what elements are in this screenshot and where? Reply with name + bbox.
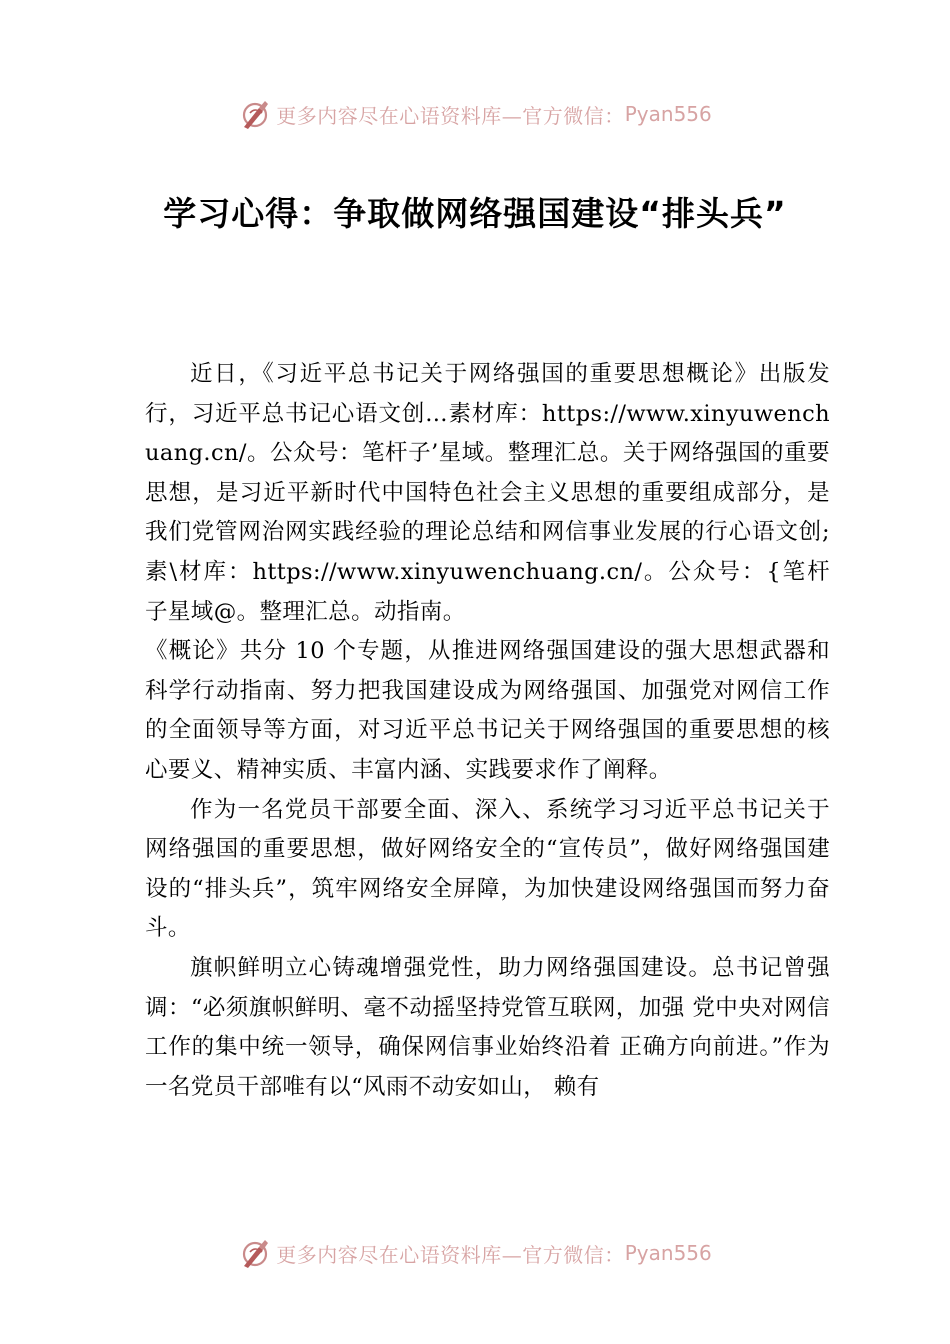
document-title: 学习心得：争取做网络强国建设“排头兵”: [163, 194, 787, 233]
footer-wechat-id: Pyan556: [624, 1241, 712, 1265]
header-banner-text: 更多内容尽在心语资料库—官方微信：: [276, 103, 625, 128]
footer-banner-text: 更多内容尽在心语资料库—官方微信：: [276, 1242, 625, 1267]
paragraph-duty: 作为一名党员干部要全面、深入、系统学习习近平总书记关于网络强国的重要思想，做好网络安全的“宣传员”，做好网络强国建设的“排头兵”，筑牢网络安全屏障，为加快建设网络强国而努力奋斗。: [145, 796, 830, 942]
header-banner: [0, 92, 950, 136]
paragraph-overview: 《概论》共分 10 个专题，从推进网络强国建设的强大思想武器和科学行动指南、努力把我国建设成为网络强国、加强党对网信工作的全面领导等方面，对习近平总书记关于网络强国的重要思想的核心要义、精神实质、丰富内涵、实践要求作了阐释。: [145, 638, 830, 783]
pen-logo-icon: [238, 97, 272, 131]
pen-logo-icon: [238, 1236, 272, 1270]
paragraph-flag: 旗帜鲜明立心铸魂增强党性，助力网络强国建设。总书记曾强调：“必须旗帜鲜明、毫不动摇坚持党管互联网，加强 党中央对网信工作的集中统一领导，确保网信事业始终沿着 正确方向前进。”作为一名党员干部唯有以“风雨不动安如山， 赖有: [145, 954, 830, 1100]
footer-banner: [0, 1231, 950, 1275]
header-wechat-id: Pyan556: [624, 102, 712, 126]
paragraph-intro: 近日，《习近平总书记关于网络强国的重要思想概论》出版发行，习近平总书记心语文创…素材库：https://www.xinyuwenchuang.cn/。公众号：笔杆子’星域。整理汇总。关于网络强国的重要思想，是习近平新时代中国特色社会主义思想的重要组成部分，是我们党管网治网实践经验的理论总结和网信事业发展的行心语文创;素\材库：https://www.xinyuwenchuang.cn/。公众号：{笔杆子星域@。整理汇总。动指南。: [145, 361, 830, 625]
document-body: [145, 355, 830, 1107]
